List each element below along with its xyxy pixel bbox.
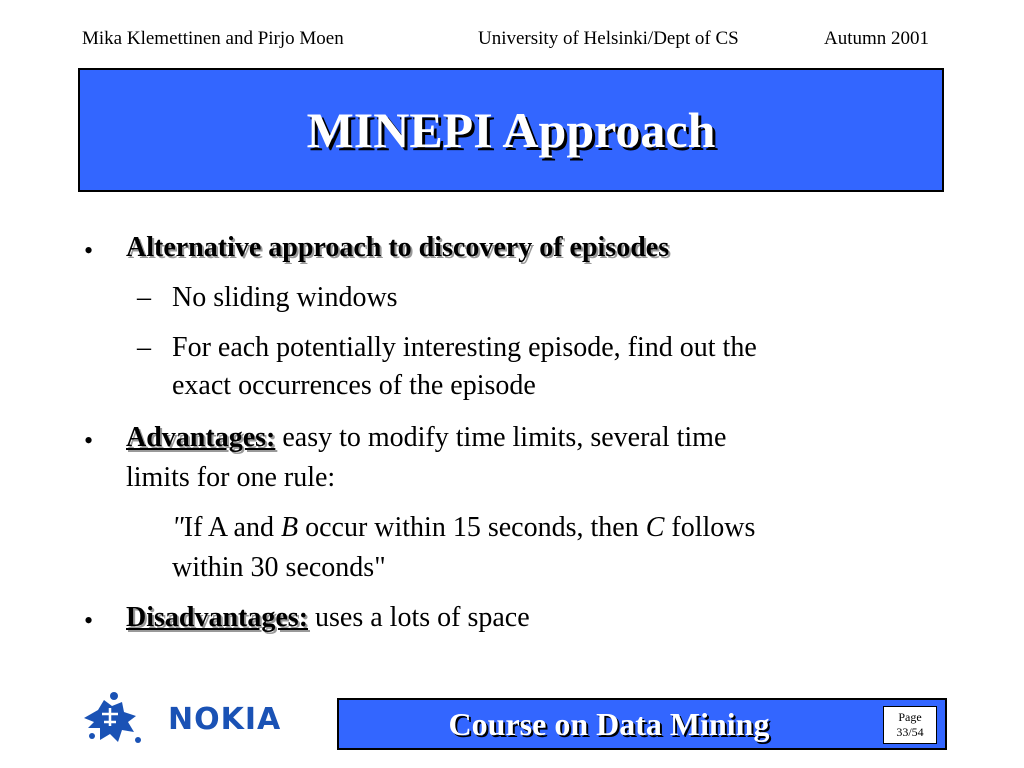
- bullet-marker: •: [84, 426, 94, 455]
- bullet-marker: •: [84, 236, 94, 265]
- advantages-label: Advantages:: [126, 422, 276, 453]
- advantages-text-line-2: limits for one rule:: [126, 462, 336, 493]
- header-term: Autumn 2001: [824, 28, 930, 49]
- footer-logos: [78, 690, 318, 750]
- bullet-2: [126, 422, 726, 454]
- dash-marker: –: [137, 332, 151, 363]
- quote-var-b: B: [280, 512, 299, 543]
- sub-bullet-2-line-2: exact occurrences of the episode: [172, 370, 536, 401]
- slide-title: MINEPI Approach: [306, 102, 716, 158]
- quote-part-2: occur within 15 seconds, then: [298, 512, 646, 543]
- page-indicator: [883, 706, 937, 744]
- header-institution: University of Helsinki/Dept of CS: [478, 28, 739, 49]
- page-label: Page: [898, 710, 922, 724]
- quote-open-mark: ": [172, 512, 184, 543]
- page-number: 33/54: [896, 725, 924, 739]
- sub-bullet-2-line-1: For each potentially interesting episode, find out the: [172, 332, 757, 363]
- sub-bullet-1: No sliding windows: [172, 282, 398, 313]
- quote-part-1: If A and: [183, 512, 281, 543]
- quote-part-3: follows: [664, 512, 756, 543]
- bullet-3: [126, 602, 530, 634]
- header-author: Mika Klemettinen and Pirjo Moen: [82, 28, 344, 49]
- quote-line-2: within 30 seconds": [172, 552, 386, 583]
- course-title: Course on Data Mining: [448, 705, 770, 742]
- bullet-1-text: Alternative approach to discovery of episodes: [126, 232, 670, 263]
- quote-line-1: [172, 512, 755, 544]
- dash-marker: –: [137, 282, 151, 313]
- nokia-logo: NOKIA: [168, 702, 282, 737]
- bullet-marker: •: [84, 606, 94, 635]
- bullet-1: [126, 232, 669, 264]
- advantages-text-line-1: easy to modify time limits, several time: [282, 422, 727, 453]
- footer-banner: [337, 698, 947, 750]
- quote-var-c: C: [645, 512, 665, 543]
- disadvantages-text: uses a lots of space: [315, 602, 530, 633]
- disadvantages-label: Disadvantages:: [126, 602, 309, 633]
